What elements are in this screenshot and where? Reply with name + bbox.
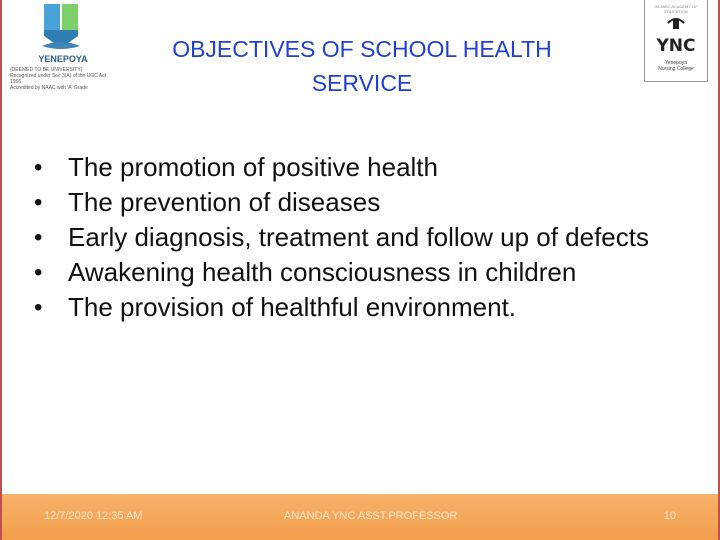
bullet-icon: • bbox=[34, 294, 43, 321]
list-item-text: Early diagnosis, treatment and follow up of defects bbox=[68, 222, 649, 252]
list-item bbox=[32, 187, 672, 218]
bullet-icon: • bbox=[34, 259, 43, 286]
yenepoya-sub-line1: (DEEMED TO BE UNIVERSITY) bbox=[10, 67, 83, 73]
yenepoya-sub-line3: Accredited by NAAC with 'A' Grade bbox=[10, 85, 88, 91]
slide-title-line1: OBJECTIVES OF SCHOOL HEALTH bbox=[172, 36, 552, 62]
ync-emblem-icon bbox=[654, 17, 698, 57]
list-item bbox=[32, 222, 672, 253]
yenepoya-logo-subtext bbox=[10, 67, 118, 91]
bullet-icon: • bbox=[34, 189, 43, 216]
yenepoya-sub-line2: Recognized under Sec 3(A) of the UGC Act 1956 bbox=[10, 73, 107, 85]
footer-author: ANANDA YNC ASST.PROFESSOR bbox=[284, 510, 458, 522]
list-item bbox=[32, 292, 672, 323]
list-item-text: The promotion of positive health bbox=[68, 152, 438, 182]
ync-logo bbox=[644, 0, 708, 82]
footer-page-number: 10 bbox=[663, 510, 676, 522]
yenepoya-logo-name: YENEPOYA bbox=[38, 54, 88, 64]
list-item-text: Awakening health consciousness in children bbox=[68, 257, 577, 287]
slide-title-line2: SERVICE bbox=[311, 70, 413, 96]
footer-date: 12/7/2020 12:35 AM bbox=[44, 510, 143, 522]
list-item-text: The provision of healthful environment. bbox=[68, 292, 517, 322]
ync-emblem-text: YNC bbox=[656, 36, 696, 56]
yenepoya-logo bbox=[10, 0, 118, 100]
slide-title bbox=[112, 32, 612, 100]
bullet-icon: • bbox=[34, 154, 43, 181]
ync-logo-top-text: ISLAMIC ACADEMY OF EDUCATION bbox=[654, 4, 698, 14]
objectives-list bbox=[32, 152, 672, 327]
bullet-icon: • bbox=[34, 224, 43, 251]
list-item bbox=[32, 257, 672, 288]
ync-logo-caption bbox=[645, 60, 707, 72]
list-item-text: The prevention of diseases bbox=[68, 187, 381, 217]
ync-caption-line1: Yenepoya bbox=[664, 60, 688, 66]
list-item bbox=[32, 152, 672, 183]
slide-footer bbox=[2, 494, 718, 540]
yenepoya-shield-icon bbox=[40, 2, 82, 52]
ync-caption-line2: Nursing College bbox=[658, 66, 694, 72]
